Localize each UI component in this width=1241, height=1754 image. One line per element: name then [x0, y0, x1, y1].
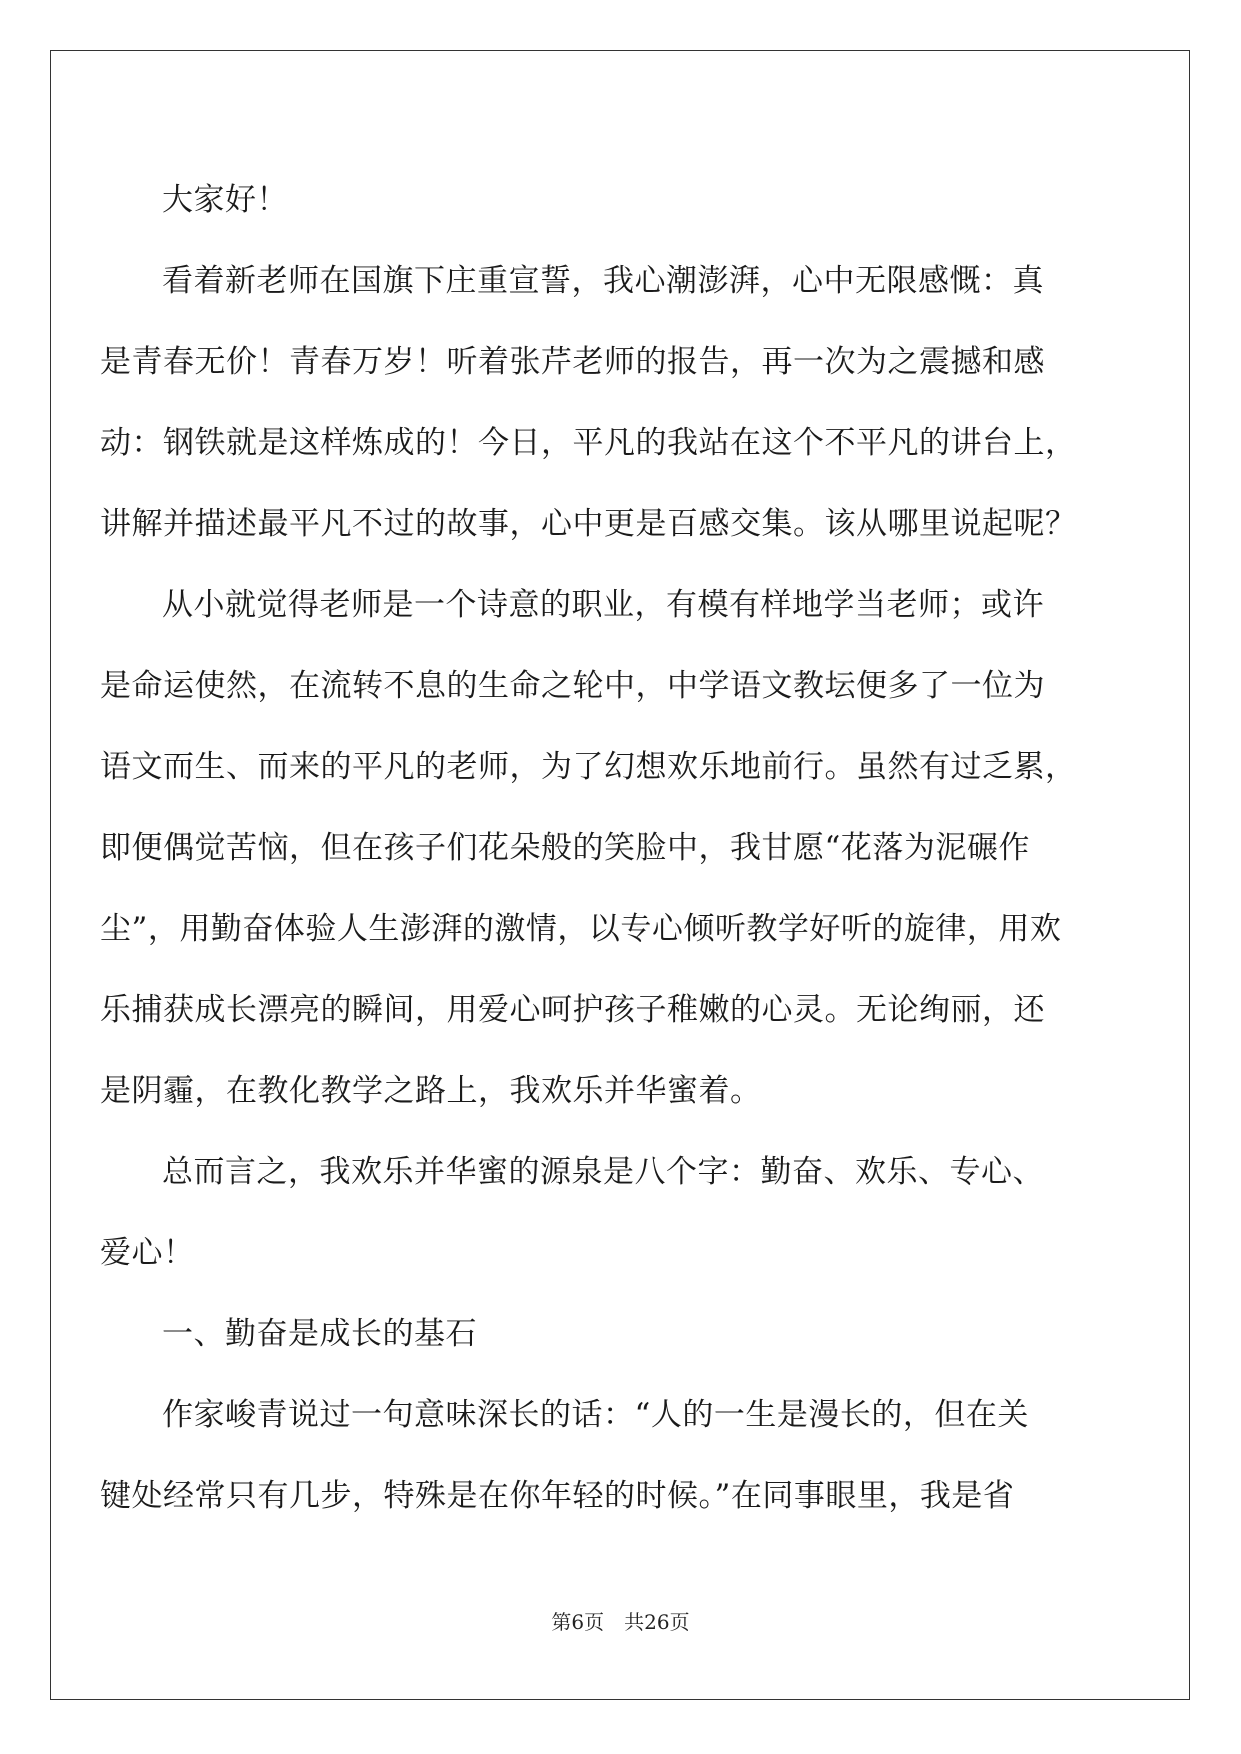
text-line: 是阴霾，在教化教学之路上，我欢乐并华蜜着。: [100, 1073, 762, 1109]
text-line: 尘”，用勤奋体验人生澎湃的激情，以专心倾听教学好听的旋律，用欢: [100, 911, 1062, 947]
paragraph-quote: [100, 1375, 1040, 1537]
text-line: 大家好！: [162, 182, 288, 218]
text-line: 乐捕获成长漂亮的瞬间，用爱心呵护孩子稚嫩的心灵。无论绚丽，还: [100, 992, 1045, 1028]
text-line: 讲解并描述最平凡不过的故事，心中更是百感交集。该从哪里说起呢？: [100, 506, 1077, 542]
text-line: 语文而生、而来的平凡的老师，为了幻想欢乐地前行。虽然有过乏累，: [100, 749, 1077, 785]
text-line: 从小就觉得老师是一个诗意的职业，有模有样地学当老师；或许: [162, 587, 1044, 623]
text-line: 键处经常只有几步，特殊是在你年轻的时候。”在同事眼里，我是省: [100, 1478, 1015, 1514]
text-line: 看着新老师在国旗下庄重宣誓，我心潮澎湃，心中无限感慨：真: [162, 263, 1044, 299]
paragraph-summary: [100, 1132, 1044, 1294]
paragraph-career: [100, 565, 1077, 1132]
page-total: 共26页: [624, 1610, 690, 1634]
paragraph-oath: [100, 241, 1077, 565]
text-line: 爱心！: [100, 1235, 195, 1271]
page-number: 第6页: [551, 1610, 605, 1634]
paragraph-greeting: [100, 160, 1040, 241]
text-line: 是青春无价！青春万岁！听着张芹老师的报告，再一次为之震撼和感: [100, 344, 1045, 380]
text-line: 总而言之，我欢乐并华蜜的源泉是八个字：勤奋、欢乐、专心、: [162, 1154, 1044, 1190]
text-line: 动：钢铁就是这样炼成的！今日，平凡的我站在这个不平凡的讲台上，: [100, 425, 1077, 461]
text-line: 一、勤奋是成长的基石: [162, 1316, 477, 1352]
document-body: [100, 160, 1077, 1537]
text-line: 即便偶觉苦恼，但在孩子们花朵般的笑脸中，我甘愿“花落为泥碾作: [100, 830, 1030, 866]
page-footer: [0, 1606, 1241, 1635]
text-line: 作家峻青说过一句意味深长的话：“人的一生是漫长的，但在关: [162, 1397, 1029, 1433]
section-heading: [100, 1294, 1040, 1375]
text-line: 是命运使然，在流转不息的生命之轮中，中学语文教坛便多了一位为: [100, 668, 1045, 704]
